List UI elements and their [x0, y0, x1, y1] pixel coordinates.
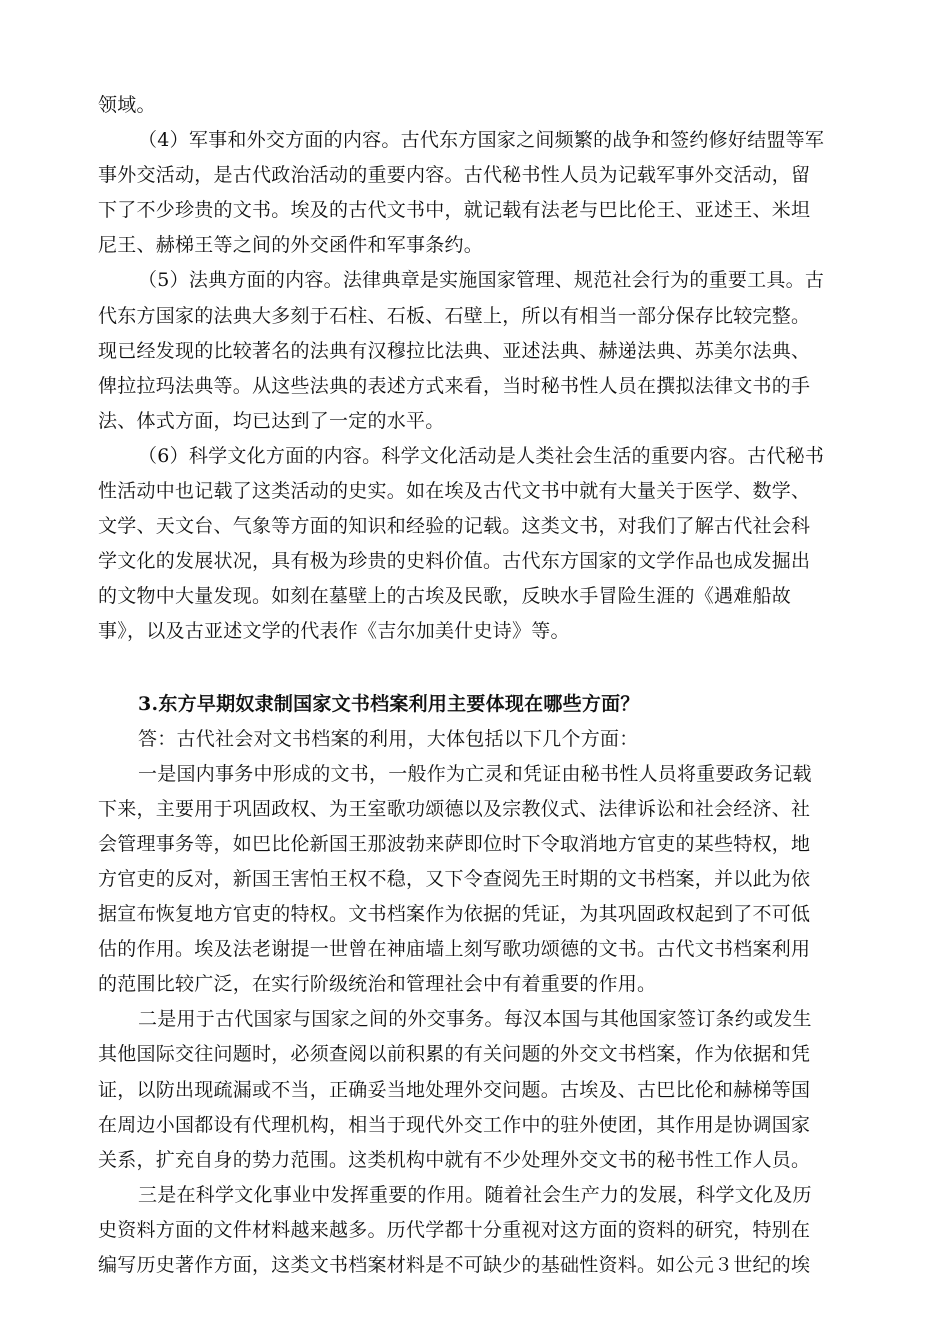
- text-line: 关系，扩充自身的势力范围。这类机构中就有不少处理外交文书的秘书性工作人员。: [98, 1148, 811, 1171]
- text-line: （6）科学文化方面的内容。科学文化活动是人类社会生活的重要内容。古代秘书: [138, 444, 825, 467]
- answer-intro: 答：古代社会对文书档案的利用，大体包括以下几个方面：: [138, 727, 639, 750]
- text-line: 的范围比较广泛，在实行阶级统治和管理社会中有着重要的作用。: [98, 973, 657, 996]
- paragraph-military-diplomacy: [98, 123, 888, 263]
- text-line: 法、体式方面，均已达到了一定的水平。: [98, 409, 445, 432]
- text-line: 下来，主要用于巩固政权、为王室歌功颂德以及宗教仪式、法律诉讼和社会经济、社: [98, 797, 811, 820]
- text-line: 会管理事务等，如巴比伦新国王那波勃来萨即位时下令取消地方官吏的某些特权，地: [98, 832, 811, 855]
- text-line: 二是用于古代国家与国家之间的外交事务。每汉本国与其他国家签订条约或发生: [138, 1008, 812, 1031]
- text-line: 事》，以及古亚述文学的代表作《吉尔加美什史诗》等。: [98, 620, 570, 643]
- text-line: （4）军事和外交方面的内容。古代东方国家之间频繁的战争和签约修好结盟等军: [138, 129, 825, 152]
- text-line: 据宣布恢复地方官吏的特权。文书档案作为依据的凭证，为其巩固政权起到了不可低: [98, 903, 811, 926]
- paragraph-science-culture-use: [98, 1178, 888, 1283]
- text-line: 在周边小国都设有代理机构，相当于现代外交工作中的驻外使团，其作用是协调国家: [98, 1113, 811, 1136]
- question-heading: 3.东方早期奴隶制国家文书档案利用主要体现在哪些方面？: [138, 692, 640, 715]
- text-line: 一是国内事务中形成的文书，一般作为亡灵和凭证由秘书性人员将重要政务记载: [138, 762, 812, 785]
- text-line: 的文物中大量发现。如刻在墓壁上的古埃及民歌，反映水手冒险生涯的《遇难船故: [98, 585, 792, 608]
- text-line: 俾拉拉玛法典等。从这些法典的表述方式来看，当时秘书性人员在撰拟法律文书的手: [98, 374, 811, 397]
- text-line: （5）法典方面的内容。法律典章是实施国家管理、规范社会行为的重要工具。古: [138, 269, 825, 292]
- text-line: 性活动中也记载了这类活动的史实。如在埃及古代文书中就有大量关于医学、数学、: [98, 480, 811, 503]
- text-line: 三是在科学文化事业中发挥重要的作用。随着社会生产力的发展，科学文化及历: [138, 1183, 812, 1206]
- text-line: 史资料方面的文件材料越来越多。历代学都十分重视对这方面的资料的研究，特别在: [98, 1218, 811, 1241]
- text-line: 编写历史著作方面，这类文书档案材料是不可缺少的基础性资料。如公元３世纪的埃: [98, 1254, 811, 1276]
- paragraph-domestic-affairs: [98, 757, 888, 1003]
- text-line: 方官吏的反对，新国王害怕王权不稳，又下令查阅先王时期的文书档案，并以此为依: [98, 867, 811, 890]
- text-line: 证，以防出现疏漏或不当，正确妥当地处理外交问题。古埃及、古巴比伦和赫梯等国: [98, 1078, 811, 1101]
- paragraph-science-culture: [98, 439, 888, 650]
- text-line: 现已经发现的比较著名的法典有汉穆拉比法典、亚述法典、赫递法典、苏美尔法典、: [98, 339, 811, 362]
- section-spacer: [98, 650, 888, 687]
- text-line: 事外交活动，是古代政治活动的重要内容。古代秘书性人员为记载军事外交活动，留: [98, 164, 811, 187]
- text-line: 文学、天文台、气象等方面的知识和经验的记载。这类文书，对我们了解古代社会科: [98, 515, 811, 538]
- paragraph-foreign-affairs: [98, 1002, 888, 1177]
- paragraph-legal-codes: [98, 263, 888, 438]
- text-line: 估的作用。埃及法老谢提一世曾在神庙墙上刻写歌功颂德的文书。古代文书档案利用: [98, 938, 811, 961]
- text-line: 领域。: [98, 94, 156, 116]
- text-line: 下了不少珍贵的文书。埃及的古代文书中，就记载有法老与巴比伦王、亚述王、米坦: [98, 199, 811, 222]
- text-line: 学文化的发展状况，具有极为珍贵的史料价值。古代东方国家的文学作品也成发掘出: [98, 550, 811, 573]
- text-line: 代东方国家的法典大多刻于石柱、石板、石壁上，所以有相当一部分保存比较完整。: [98, 304, 811, 327]
- text-line: 尼王、赫梯王等之间的外交函件和军事条约。: [98, 234, 484, 257]
- text-line: 其他国际交往问题时，必须查阅以前积累的有关问题的外交文书档案，作为依据和凭: [98, 1043, 811, 1066]
- document-body: [98, 88, 888, 1283]
